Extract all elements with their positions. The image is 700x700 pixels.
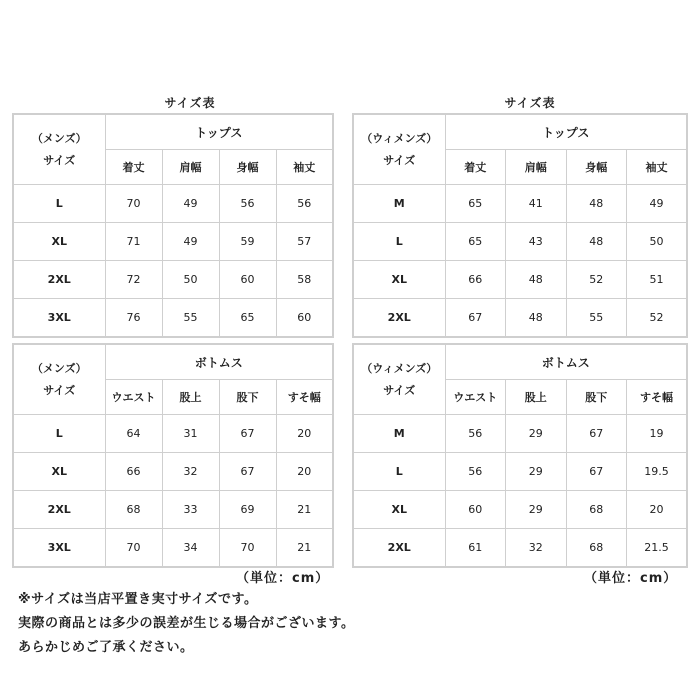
- size-label: 2XL: [353, 299, 445, 338]
- column-header: ウエスト: [445, 380, 506, 415]
- measurement-cell: 19.5: [627, 453, 688, 491]
- table-row: [13, 415, 333, 453]
- size-label: XL: [13, 453, 105, 491]
- measurement-cell: 51: [627, 261, 688, 299]
- measurement-cell: 70: [105, 185, 162, 223]
- measurement-cell: 20: [276, 415, 333, 453]
- measurement-cell: 31: [162, 415, 219, 453]
- measurement-cell: 48: [506, 299, 567, 338]
- unit-label-men: （単位：cm）: [236, 571, 330, 586]
- measurement-cell: 70: [219, 529, 276, 568]
- size-header-cell: [13, 344, 105, 415]
- size-label: 3XL: [13, 529, 105, 568]
- note-line: ※サイズは当店平置き実寸サイズです。: [18, 592, 258, 607]
- size-label: XL: [353, 261, 445, 299]
- table-row: [13, 185, 333, 223]
- size-label: XL: [13, 223, 105, 261]
- measurement-cell: 67: [445, 299, 506, 338]
- column-header: 股下: [566, 380, 627, 415]
- measurement-cell: 20: [276, 453, 333, 491]
- table-row: [353, 491, 687, 529]
- measurement-cell: 52: [627, 299, 688, 338]
- table-row: [353, 299, 687, 338]
- measurement-cell: 21: [276, 529, 333, 568]
- size-header-cell: [353, 344, 445, 415]
- measurement-cell: 19: [627, 415, 688, 453]
- column-header: 着丈: [445, 150, 506, 185]
- size-header-line: サイズ: [383, 383, 416, 397]
- table-row: [353, 223, 687, 261]
- table-row: [13, 529, 333, 568]
- table-row: [353, 529, 687, 568]
- table-row: [13, 491, 333, 529]
- measurement-cell: 66: [445, 261, 506, 299]
- group-header: ボトムス: [445, 344, 687, 380]
- size-header-line: （メンズ）: [31, 361, 87, 375]
- measurement-cell: 72: [105, 261, 162, 299]
- measurement-cell: 56: [219, 185, 276, 223]
- measurement-cell: 29: [506, 415, 567, 453]
- measurement-cell: 49: [162, 223, 219, 261]
- table-row: [353, 415, 687, 453]
- women-bottoms-size-table: [352, 343, 688, 568]
- measurement-cell: 33: [162, 491, 219, 529]
- table-row: [13, 261, 333, 299]
- measurement-cell: 71: [105, 223, 162, 261]
- unit-label-women: （単位：cm）: [584, 571, 678, 586]
- measurement-cell: 76: [105, 299, 162, 338]
- measurement-cell: 49: [162, 185, 219, 223]
- measurement-cell: 48: [506, 261, 567, 299]
- table-row: [13, 299, 333, 338]
- measurement-cell: 41: [506, 185, 567, 223]
- size-header-line: （メンズ）: [31, 131, 87, 145]
- measurement-cell: 58: [276, 261, 333, 299]
- measurement-cell: 65: [445, 223, 506, 261]
- size-label: L: [13, 415, 105, 453]
- group-header: トップス: [445, 114, 687, 150]
- measurement-cell: 48: [566, 185, 627, 223]
- column-header: ウエスト: [105, 380, 162, 415]
- size-label: 2XL: [13, 491, 105, 529]
- size-label: M: [353, 415, 445, 453]
- measurement-cell: 56: [445, 415, 506, 453]
- measurement-cell: 67: [219, 415, 276, 453]
- table-row: [13, 223, 333, 261]
- measurement-cell: 55: [566, 299, 627, 338]
- group-header: トップス: [105, 114, 333, 150]
- column-header: 身幅: [219, 150, 276, 185]
- column-header: 股上: [162, 380, 219, 415]
- size-label: 3XL: [13, 299, 105, 338]
- table-row: [13, 453, 333, 491]
- measurement-cell: 69: [219, 491, 276, 529]
- size-header-line: （ウィメンズ）: [361, 361, 438, 375]
- measurement-cell: 65: [445, 185, 506, 223]
- measurement-cell: 67: [566, 415, 627, 453]
- measurement-cell: 68: [566, 529, 627, 568]
- measurement-cell: 61: [445, 529, 506, 568]
- men-tops-size-table: [12, 113, 334, 338]
- size-label: 2XL: [353, 529, 445, 568]
- measurement-cell: 21: [276, 491, 333, 529]
- size-header-line: サイズ: [43, 153, 76, 167]
- table-row: [353, 261, 687, 299]
- measurement-cell: 56: [276, 185, 333, 223]
- men-bottoms-size-table: [12, 343, 334, 568]
- measurement-cell: 32: [506, 529, 567, 568]
- measurement-cell: 32: [162, 453, 219, 491]
- measurement-cell: 29: [506, 453, 567, 491]
- size-header-cell: [353, 114, 445, 185]
- column-header: 身幅: [566, 150, 627, 185]
- size-header-line: （ウィメンズ）: [361, 131, 438, 145]
- size-label: M: [353, 185, 445, 223]
- group-header: ボトムス: [105, 344, 333, 380]
- size-label: L: [353, 223, 445, 261]
- measurement-cell: 60: [276, 299, 333, 338]
- column-header: すそ幅: [276, 380, 333, 415]
- size-header-line: サイズ: [43, 383, 76, 397]
- measurement-cell: 29: [506, 491, 567, 529]
- measurement-cell: 60: [445, 491, 506, 529]
- notes: [18, 588, 354, 660]
- size-chart-caption-women: サイズ表: [504, 96, 556, 110]
- column-header: 股上: [506, 380, 567, 415]
- measurement-cell: 66: [105, 453, 162, 491]
- measurement-cell: 57: [276, 223, 333, 261]
- column-header: 股下: [219, 380, 276, 415]
- note-line: 実際の商品とは多少の誤差が生じる場合がございます。: [18, 616, 355, 631]
- column-header: 袖丈: [627, 150, 688, 185]
- size-label: L: [353, 453, 445, 491]
- column-header: 袖丈: [276, 150, 333, 185]
- measurement-cell: 34: [162, 529, 219, 568]
- measurement-cell: 56: [445, 453, 506, 491]
- measurement-cell: 50: [162, 261, 219, 299]
- measurement-cell: 43: [506, 223, 567, 261]
- measurement-cell: 49: [627, 185, 688, 223]
- measurement-cell: 59: [219, 223, 276, 261]
- column-header: すそ幅: [627, 380, 688, 415]
- measurement-cell: 67: [566, 453, 627, 491]
- measurement-cell: 70: [105, 529, 162, 568]
- size-label: 2XL: [13, 261, 105, 299]
- size-chart-caption-men: サイズ表: [164, 96, 216, 110]
- note-line: あらかじめご了承ください。: [18, 640, 194, 655]
- measurement-cell: 68: [566, 491, 627, 529]
- column-header: 肩幅: [506, 150, 567, 185]
- measurement-cell: 55: [162, 299, 219, 338]
- measurement-cell: 21.5: [627, 529, 688, 568]
- measurement-cell: 20: [627, 491, 688, 529]
- column-header: 着丈: [105, 150, 162, 185]
- size-label: XL: [353, 491, 445, 529]
- measurement-cell: 68: [105, 491, 162, 529]
- column-header: 肩幅: [162, 150, 219, 185]
- measurement-cell: 65: [219, 299, 276, 338]
- measurement-cell: 48: [566, 223, 627, 261]
- size-header-cell: [13, 114, 105, 185]
- women-tops-size-table: [352, 113, 688, 338]
- size-header-line: サイズ: [383, 153, 416, 167]
- table-row: [353, 453, 687, 491]
- size-label: L: [13, 185, 105, 223]
- measurement-cell: 50: [627, 223, 688, 261]
- measurement-cell: 60: [219, 261, 276, 299]
- table-row: [353, 185, 687, 223]
- measurement-cell: 64: [105, 415, 162, 453]
- measurement-cell: 52: [566, 261, 627, 299]
- measurement-cell: 67: [219, 453, 276, 491]
